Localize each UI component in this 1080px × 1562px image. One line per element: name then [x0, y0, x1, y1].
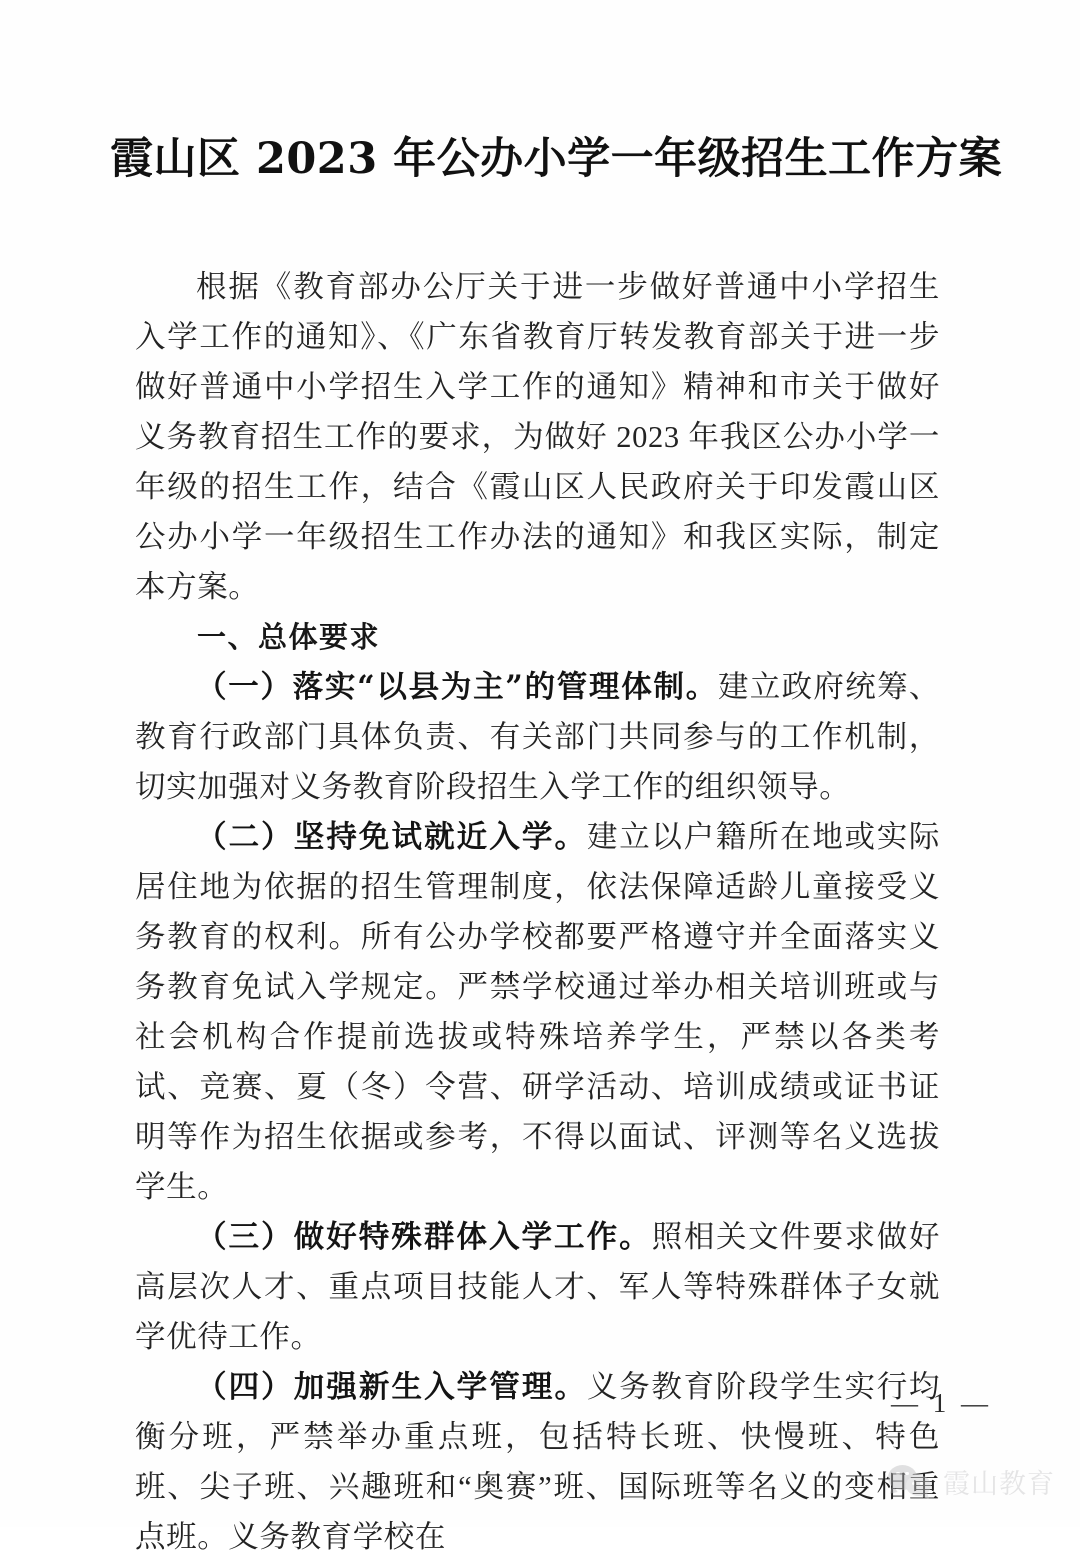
paragraph-item-2 — [135, 812, 940, 1212]
paragraph-lead: （一）落实“以县为主”的管理体制。 — [196, 669, 718, 705]
watermark-label: 霞山教育 — [943, 1469, 1055, 1500]
section-heading-text: 一、总体要求 — [197, 620, 381, 654]
page-number: — 1 — — [891, 1388, 992, 1418]
page-title: 霞山区 2023 年公办小学一年级招生工作方案 — [110, 134, 1003, 184]
watermark-badge — [888, 1462, 1055, 1501]
paragraph-lead: （三）做好特殊群体入学工作。 — [196, 1219, 652, 1255]
paragraph-preamble — [135, 262, 940, 612]
paragraph-item-1 — [135, 662, 940, 812]
document-body — [135, 262, 940, 1562]
wechat-icon — [888, 1463, 934, 1501]
section-heading-overall-requirements — [135, 612, 940, 662]
paragraph-text: 照相关文件要求做好高层次人才、重点项目技能人才、军人等特殊群体子女就学优待工作。 — [135, 1220, 941, 1354]
paragraph-text: 根据《教育部办公厅关于进一步做好普通中小学招生入学工作的通知》、《广东省教育厅转发教育部关于进一步做好普通中小学招生入学工作的通知》精神和市关于做好义务教育招生工作的要求，为做好 2023 年我区公办小学一年级的招生工作，结合《霞山区人民政府关于印发霞山区公办小学一年级招生工作办法的通知》和我区实际，制定本方案。 — [135, 270, 940, 604]
paragraph-lead: （四）加强新生入学管理。 — [196, 1369, 588, 1405]
paragraph-text: 义务教育阶段学生实行均衡分班，严禁举办重点班，包括特长班、快慢班、特色班、尖子班、兴趣班和“奥赛”班、国际班等名义的变相重点班。义务教育学校在 — [135, 1370, 940, 1554]
paragraph-text: 建立政府统筹、教育行政部门具体负责、有关部门共同参与的工作机制，切实加强对义务教育阶段招生入学工作的组织领导。 — [135, 670, 940, 804]
paragraph-text: 建立以户籍所在地或实际居住地为依据的招生管理制度，依法保障适龄儿童接受义务教育的权利。所有公办学校都要严格遵守并全面落实义务教育免试入学规定。严禁学校通过举办相关培训班或与社会机构合作提前选拔或特殊培养学生，严禁以各类考试、竞赛、夏（冬）令营、研学活动、培训成绩或证书证明等作为招生依据或参考，不得以面试、评测等名义选拔学生。 — [135, 820, 940, 1204]
paragraph-lead: （二）坚持免试就近入学。 — [196, 819, 588, 855]
paragraph-item-3 — [135, 1212, 940, 1362]
